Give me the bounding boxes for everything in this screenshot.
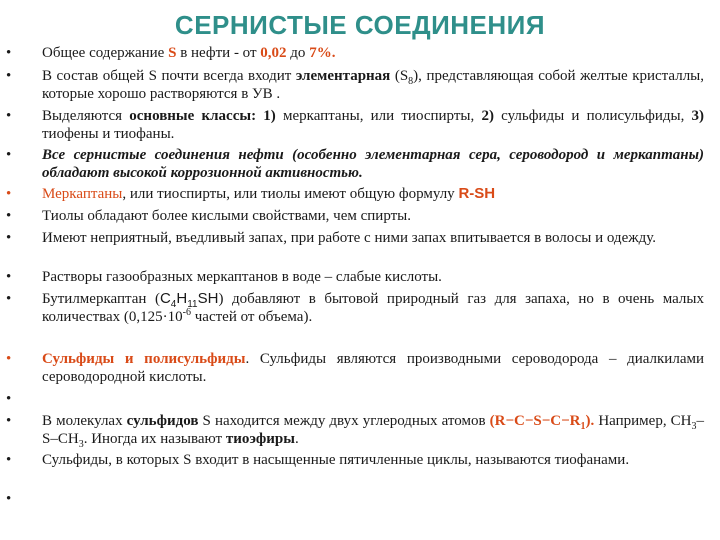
bullet-marker: • <box>6 491 12 507</box>
list-item: В молекулах сульфидов S находится между двух углеродных атомов $(R-C-S-C-R_1)$. Например, $CH_3-S-CH_3$. Иногда их называют тиоэфиры. <box>42 413 704 450</box>
bullet-marker: • <box>6 45 12 61</box>
bullet-marker: • <box>6 68 12 84</box>
bullet-marker: • <box>6 413 12 429</box>
list-item: Сульфиды и полисульфиды. Сульфиды являются производными сероводорода – диалкилами сероводородной кислоты. <box>42 351 704 385</box>
slide-title: СЕРНИСТЫЕ СОЕДИНЕНИЯ <box>174 10 546 40</box>
bullet-marker: • <box>6 108 12 124</box>
list-item: Все сернистые соединения нефти (особенно элементарная сера, сероводород и меркаптаны) обладают высокой коррозионной активностью. <box>42 147 704 181</box>
bullet-marker: • <box>6 452 12 468</box>
list-item: Бутилмеркаптан $(C_4H_{11}SH)$ добавляют в бытовой природный газ для запаха, но в очень малых количествах ($0,125\cdot 10^{-6}$ частей от объема). <box>42 290 704 325</box>
bullet-marker: • <box>6 351 12 367</box>
list-item: Меркаптаны, или тиоспирты, или тиолы имеют общую формулу R-SH <box>42 185 496 202</box>
bullet-marker: • <box>6 391 12 407</box>
list-item: Сульфиды, в которых S входит в насыщенные пятичленные циклы, называются тиофанами. <box>42 452 630 468</box>
bullet-marker: • <box>6 186 12 202</box>
list-item: Растворы газообразных меркаптанов в воде – слабые кислоты. <box>42 269 442 285</box>
list-item: Выделяются основные классы: 1) меркаптаны, или тиоспирты, 2) сульфиды и полисульфиды, 3) тиофены и тиофаны. <box>42 108 705 142</box>
bullet-marker: • <box>6 147 12 163</box>
list-item: Общее содержание S в нефти - от 0,02 до 7%. <box>42 45 336 61</box>
bullet-marker: • <box>6 208 12 224</box>
list-item: Тиолы обладают более кислыми свойствами, чем спирты. <box>42 208 412 224</box>
bullet-marker: • <box>6 291 12 307</box>
list-item: Имеют неприятный, въедливый запах, при работе с ними запах впитывается в волосы и одежду. <box>42 230 656 246</box>
bullet-marker: • <box>6 230 12 246</box>
list-item: В состав общей S почти всегда входит элементарная $(S_8)$, представляющая собой желтые кристаллы, которые хорошо растворяются в УВ . <box>42 68 705 102</box>
bullet-marker: • <box>6 269 12 285</box>
